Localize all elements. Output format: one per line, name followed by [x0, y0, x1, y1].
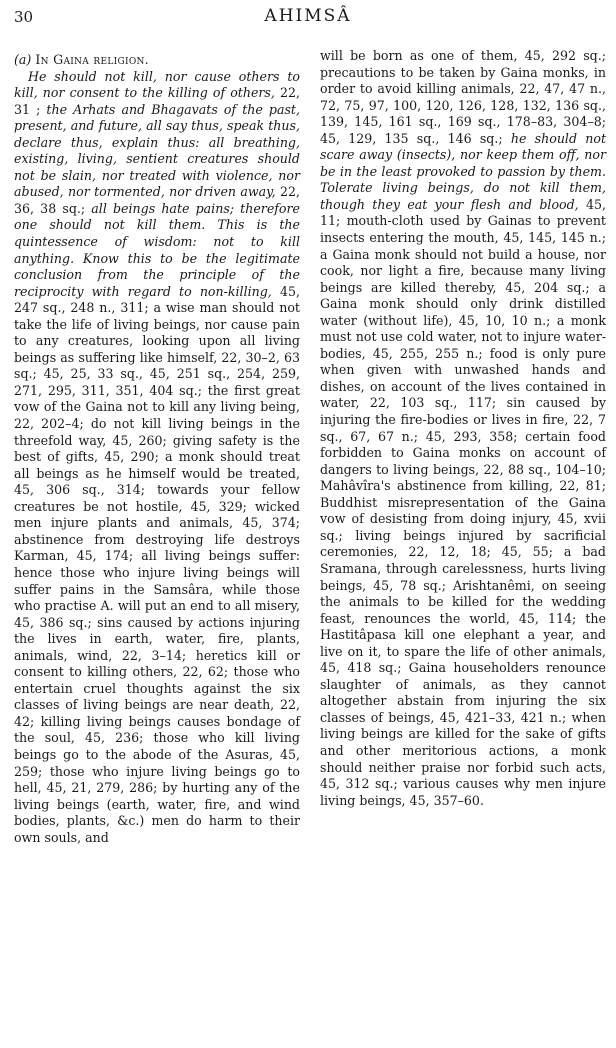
ref-1: 22, 31 ;: [14, 85, 300, 117]
quote-3: all beings hate pains; therefore one should not kill them. This is the quintessence of wisdom: not to kill anything. Know this to be the legitimate conclusion from the principle of the reciprocity with regard to non-killing,: [14, 200, 300, 299]
quote-2: the Arhats and Bhagavats of the past, present, and future, all say thus, speak thus, declare thus, explain thus: all breathing, existing, living, sentient creatures should not be slain, nor treated with violence, nor abused, nor tormented, nor driven away,: [14, 101, 300, 200]
left-column: [14, 52, 300, 846]
running-head: AHIMSÂ: [264, 6, 352, 26]
right-quote: he should not scare away (insects), nor keep them off, nor be in the least provoked to passion by them. Tolerate living beings, do not kill them, though they eat your flesh and blood,: [320, 130, 607, 212]
page-number: 30: [14, 8, 34, 26]
ref-2: 22, 36, 38 sq.;: [14, 184, 300, 216]
section-title: In Gaina religion.: [35, 52, 149, 67]
left-column-text: [14, 69, 300, 847]
quote-1: He should not kill, nor cause others to kill, nor consent to the killing of others,: [14, 68, 300, 101]
left-body: 45, 247 sq., 248 n., 311; a wise man should not take the life of living beings, nor cause pain to any creatures, looking upon all living beings as suffering like himself, 22, 30–2, 63 sq.; 45, 25, 33 sq., 45, 251 sq., 254, 259, 271, 295, 311, 351, 404 sq.; the first great vow of the Gaina not to kill any living being, 22, 202–4; do not kill living beings in the threefold way, 45, 260; giving safety is the best of gifts, 45, 290; a monk should treat all beings as he himself would be treated, 45, 306 sq., 314; towards your fellow creatures be not hostile, 45, 329; wicked men injure plants and animals, 45, 374; abstinence from destroying life destroys Karman, 45, 174; all living beings suffer: hence those who injure living beings will suffer pains in the Samsâra, while those who practise A. will put an end to all misery, 45, 386 sq.; sins caused by actions injuring the lives in earth, water, fire, plants, animals, wind, 22, 3–14; heretics kill or consent to killing others, 22, 62; those who entertain cruel thoughts against the six classes of living beings are near death, 22, 42; killing living beings causes bondage of the soul, 45, 236; those who kill living beings go to the abode of the Asuras, 45, 259; those who injure living beings go to hell, 45, 21, 279, 286; by hurting any of the living beings (earth, water, fire, and wind bodies, plants, &c.) men do harm to their own souls, and: [14, 283, 300, 845]
section-label: (a): [14, 52, 32, 67]
right-body-2: 45, 11; mouth-cloth used by Gainas to prevent insects entering the mouth, 45, 145, 145 n.; a Gaina monk should not build a house, nor cook, nor light a fire, because many living beings are killed thereby, 45, 204 sq.; a Gaina monk should only drink distilled water (without life), 45, 10, 10 n.; a monk must not use cold water, not to injure water-bodies, 45, 255, 255 n.; food is only pure when given with unwashed hands and dishes, on account of the lives contained in water, 22, 103 sq., 117; sin caused by injuring the fire-bodies or lives in fire, 22, 7 sq., 67, 67 n.; 45, 293, 358; certain food forbidden to Gaina monks on account of dangers to living beings, 22, 88 sq., 104–10; Mahâvîra's abstinence from killing, 22, 81; Buddhist misrepresentation of the Gaina vow of desisting from doing injury, 45, xvii sq.; living beings injured by sacrificial ceremonies, 22, 12, 18; 45, 55; a bad Sramana, through carelessness, hurts living beings, 45, 78 sq.; Arishtanêmi, on seeing the animals to be killed for the wedding feast, renounces the world, 45, 114; the Hastitâpasa kill one elephant a year, and live on it, to spare the life of other animals, 45, 418 sq.; Gaina householders renounce slaughter of animals, as they cannot altogether abstain from injuring the six classes of beings, 45, 421–33, 421 n.; when living beings are killed for the sake of gifts and other meritorious actions, a monk should neither praise nor forbid such acts, 45, 312 sq.; various causes why men injure living beings, 45, 357–60.: [320, 196, 606, 808]
section-heading: [14, 52, 300, 69]
right-body-1: will be born as one of them, 45, 292 sq.; precautions to be taken by Gaina monks, in order to avoid killing animals, 22, 47, 47 n., 72, 75, 97, 100, 120, 126, 128, 132, 136 sq., 139, 145, 161 sq., 169 sq., 178–83, 304–8; 45, 129, 135 sq., 146 sq.;: [320, 48, 606, 146]
right-column-text: [320, 48, 606, 809]
right-column: [320, 48, 606, 809]
page-header: [14, 4, 602, 36]
